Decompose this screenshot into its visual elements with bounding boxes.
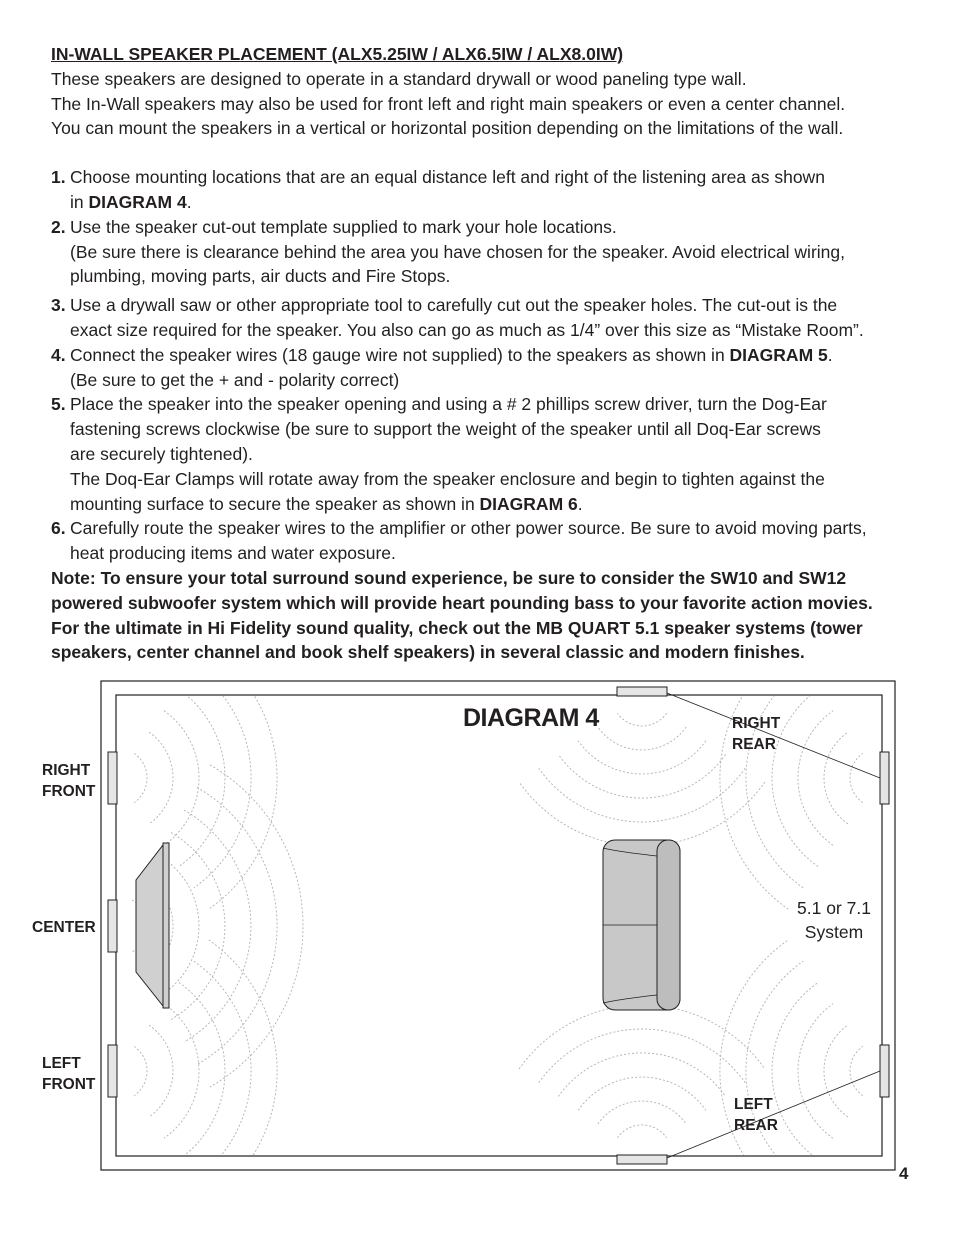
step-line: (Be sure to get the + and - polarity correct) [70, 369, 400, 390]
sound-wave-arc [194, 961, 251, 1181]
sound-wave-arc [598, 1101, 686, 1124]
step-line: Use the speaker cut-out template supplied to mark your hole locations. [70, 216, 617, 237]
step-text: . [577, 493, 583, 514]
step-line: exact size required for the speaker. You also can go as much as 1/4” over this size as “Mistake Room”. [70, 319, 864, 340]
step-number: 1. [51, 167, 66, 188]
note-line: Note: To ensure your total surround sound experience, be sure to consider the SW10 and SW12 [51, 567, 847, 588]
sound-wave-arc [798, 1004, 833, 1138]
sound-wave-arc [558, 755, 725, 799]
note-line: powered subwoofer system which will provide heart pounding bass to your favorite action movies. [51, 592, 873, 613]
sound-wave-arc [539, 1029, 745, 1083]
step-text: Connect the speaker wires (18 gauge wire not supplied) to the speakers as shown in [70, 344, 730, 365]
step-line: Place the speaker into the speaker opening and using a # 2 phillips screw driver, turn the Dog-Ear [70, 394, 827, 415]
sound-wave-arc [134, 1046, 147, 1095]
couch-back [657, 840, 680, 1010]
label-line: RIGHT [732, 715, 781, 732]
top-surround-speaker [617, 687, 667, 696]
sound-wave-arc [149, 732, 173, 824]
label-line: System [804, 922, 864, 942]
sound-wave-arc [617, 1125, 666, 1138]
room-wall-outline [116, 695, 882, 1156]
step-text: in [70, 191, 89, 212]
sound-wave-arc [720, 940, 788, 1202]
sound-wave-arc [209, 940, 277, 1202]
sound-wave-arc [798, 711, 833, 845]
label-right-front [42, 760, 95, 802]
tv-screen [136, 845, 163, 1006]
step-line: heat producing items and water exposure. [70, 543, 396, 564]
sound-wave-arc [179, 983, 225, 1160]
label-line: 5.1 or 7.1 [797, 898, 871, 918]
sound-wave-arc [617, 713, 666, 726]
sound-wave-arc [519, 1005, 765, 1069]
step-text: . [827, 344, 833, 365]
step-number: 3. [51, 295, 66, 316]
section-title: IN-WALL SPEAKER PLACEMENT (ALX5.25IW / ALX6.5IW / ALX8.0IW) [51, 44, 624, 64]
sound-wave-arc [720, 647, 788, 909]
step-line: plumbing, moving parts, air ducts and Fire Stops. [70, 266, 451, 287]
intro-line: These speakers are designed to operate in a standard drywall or wood paneling type wall. [51, 68, 747, 89]
bottom-surround-speaker [617, 1155, 667, 1164]
sound-wave-arc [772, 983, 818, 1160]
intro-line: You can mount the speakers in a vertical or horizontal position depending on the limitations of the wall. [51, 118, 844, 139]
diagram-reference: DIAGRAM 4 [88, 191, 187, 212]
sound-wave-arc [164, 711, 199, 845]
note-line: speakers, center channel and book shelf speakers) in several classic and modern finishes. [51, 642, 805, 663]
label-line: LEFT [734, 1096, 773, 1113]
sound-wave-arc [179, 690, 225, 867]
left-rear-speaker [880, 1045, 889, 1097]
sound-wave-arc [746, 961, 803, 1181]
label-line: LEFT [42, 1055, 81, 1072]
sound-wave-arc [209, 647, 277, 909]
right-front-speaker [108, 752, 117, 804]
center-speaker [108, 900, 117, 952]
step-number: 2. [51, 216, 66, 237]
note-line: For the ultimate in Hi Fidelity sound quality, check out the MB QUART 5.1 speaker systems (tower [51, 617, 863, 638]
page-number: 4 [899, 1164, 909, 1183]
label-line: REAR [734, 1117, 778, 1134]
step-line: The Doq-Ear Clamps will rotate away from the speaker enclosure and begin to tighten against the [70, 468, 825, 489]
step-line: Choose mounting locations that are an equal distance left and right of the listening area as shown [70, 167, 825, 188]
step-text: . [186, 191, 192, 212]
sound-wave-arc [850, 753, 863, 802]
label-right-rear [732, 713, 780, 755]
label-line: FRONT [42, 783, 96, 800]
sound-wave-arc [578, 741, 706, 774]
label-line: FRONT [42, 1076, 96, 1093]
left-front-speaker [108, 1045, 117, 1097]
step-number: 5. [51, 394, 66, 415]
sound-wave-arc [210, 765, 303, 1087]
sound-wave-arc [171, 833, 225, 1020]
sound-wave-arc [598, 727, 686, 750]
sound-wave-arc [824, 732, 848, 824]
label-center: CENTER [32, 919, 96, 936]
step-line: are securely tightened). [70, 443, 253, 464]
sound-wave-arc [850, 1046, 863, 1095]
system-label [797, 896, 871, 944]
label-line: REAR [732, 736, 776, 753]
couch [603, 840, 680, 1010]
sound-wave-arc [746, 668, 803, 888]
sound-wave-arc [149, 1025, 173, 1117]
label-line: RIGHT [42, 762, 91, 779]
tv-screen-panel [163, 843, 169, 1008]
step-line: Use a drywall saw or other appropriate tool to carefully cut out the speaker holes. The cut-out is the [70, 295, 838, 316]
right-rear-speaker [880, 752, 889, 804]
sound-wave-arc [519, 782, 765, 846]
step-number: 4. [51, 344, 66, 365]
sound-wave-arc [184, 810, 251, 1042]
sound-wave-arc [558, 1053, 725, 1097]
step-text: mounting surface to secure the speaker as shown in [70, 493, 480, 514]
step-number: 6. [51, 518, 66, 539]
sound-wave-arc [194, 668, 251, 888]
diagram-reference: DIAGRAM 6 [479, 493, 578, 514]
diagram-title: DIAGRAM 4 [463, 704, 599, 732]
sound-wave-arc [824, 1025, 848, 1117]
step-line: fastening screws clockwise (be sure to support the weight of the speaker until all Doq-Ear screws [70, 419, 821, 440]
diagram-reference: DIAGRAM 5 [729, 344, 828, 365]
label-left-rear [734, 1094, 778, 1136]
intro-line: The In-Wall speakers may also be used for front left and right main speakers or even a center channel. [51, 93, 846, 114]
label-left-front [42, 1053, 95, 1095]
step-line: (Be sure there is clearance behind the area you have chosen for the speaker. Avoid electrical wiring, [70, 241, 845, 262]
sound-wave-arc [578, 1077, 706, 1110]
step-line: Carefully route the speaker wires to the amplifier or other power source. Be sure to avoid moving parts, [70, 518, 867, 539]
sound-wave-arc [164, 1004, 199, 1138]
sound-wave-arc [539, 768, 745, 822]
sound-wave-arc [134, 753, 147, 802]
